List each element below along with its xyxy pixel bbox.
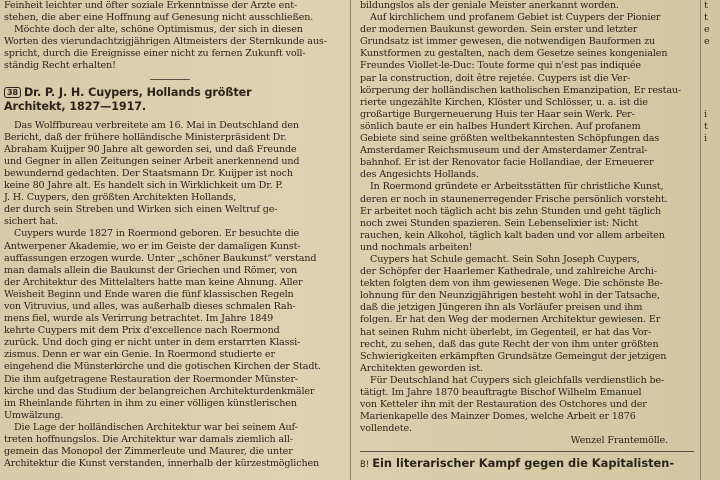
- text-line: Cuypers hat Schule gemacht. Sein Sohn Joseph Cuypers,: [370, 253, 640, 265]
- text-line: Auf kirchlichem und profanem Gebiet ist Cuypers der Pionier: [370, 12, 661, 24]
- text-line: sichert hat.: [4, 216, 58, 228]
- article-headline: [0, 86, 346, 100]
- author-signature: Wenzel Frantemölle.: [570, 435, 668, 447]
- text-line: daß die jetzigen Jüngeren ihn als Vorläufer preisen und ihm: [360, 302, 643, 314]
- headline-line-1: Dr. P. J. H. Cuypers, Hollands größter: [23, 85, 252, 99]
- text-line: Antwerpener Akademie, wo er im Geiste der damaligen Kunst-: [4, 240, 301, 252]
- text-fragment: t: [704, 0, 708, 11]
- text-line: Für Deutschland hat Cuypers sich gleichfalls verdienstlich be-: [370, 374, 665, 386]
- middle-paragraph-4: [356, 375, 698, 435]
- middle-column: [356, 0, 698, 480]
- text-fragment: [704, 85, 720, 97]
- text-line: Bericht, daß der frühere holländische Ministerpräsident Dr.: [4, 131, 287, 143]
- text-line: bewundernd gedachten. Der Staatsmann Dr. Kuijper ist noch: [4, 167, 293, 179]
- text-fragment: [704, 48, 720, 60]
- text-line: Kunstformen zu gestalten, nach dem Gesetze seines kongenialen: [360, 48, 668, 60]
- text-line: treten hoffnungslos. Die Architektur war damals ziemlich all-: [4, 434, 293, 445]
- text-line: kirche und das Studium der belangreichen Architekturdenkmäler: [4, 385, 315, 397]
- text-line: Umwälzung.: [4, 409, 64, 421]
- text-line: der Architektur des Mittelalters hatte man keine Ahnung. Aller: [4, 276, 303, 288]
- text-line: auffassungen erzogen wurde. Unter „schöner Baukunst“ verstand: [4, 252, 317, 264]
- right-column-edge: [704, 0, 720, 480]
- text-line: Gebiete sind seine größten weltbekanntesten Schöpfungen das: [360, 133, 660, 145]
- article-paragraph-3: [0, 422, 346, 470]
- text-line: rierte ungezählte Kirchen, Klöster und Schlösser, u. a. ist die: [360, 96, 648, 108]
- text-fragment: i: [704, 108, 708, 120]
- text-line: rauchen, kein Alkohol, täglich kalt baden und vor allem arbeiten: [360, 229, 665, 241]
- text-line: bildungslos als der geniale Meister anerkannt worden.: [360, 0, 619, 11]
- text-line: par la construction, doit être rejetée. Cuypers ist die Ver-: [360, 72, 631, 84]
- text-line: tekten folgten dem von ihm gewiesenen Wege. Die schönste Be-: [360, 278, 663, 290]
- text-line: von Vitruvius, und alles, was außerhalb dieses schmalen Rah-: [4, 300, 296, 312]
- text-line: recht, zu sehen, daß das gute Recht der von ihm unter größten: [360, 338, 659, 350]
- text-line: von Ketteler ihn mit der Restauration des Ostchores und der: [360, 399, 647, 411]
- text-line: der modernen Baukunst geworden. Sein erster und letzter: [360, 24, 638, 36]
- text-line: Grundsatz ist immer gewesen, die notwendigen Bauformen zu: [360, 36, 656, 48]
- left-column: [0, 0, 346, 480]
- text-line: noch zwei Stunden spazieren. Sein Lebenselixier ist: Nicht: [360, 217, 638, 229]
- article-paragraph-1: [0, 120, 346, 229]
- text-fragment: [704, 60, 720, 72]
- text-line: Worten des vierundachtzigjährigen Altmeisters der Sternkunde aus-: [4, 36, 327, 48]
- text-fragment: [704, 73, 720, 85]
- text-line: Amsterdamer Reichsmuseum und der Amsterdamer Zentral-: [360, 145, 648, 157]
- text-line: Möchte doch der alte, schöne Optimismus, der sich in diesen: [14, 24, 303, 36]
- text-line: Marienkapelle des Mainzer Domes, welche Arbeit er 1876: [360, 411, 636, 423]
- text-line: J. H. Cuypers, den größten Architekten Hollands,: [4, 192, 237, 204]
- text-line: hat seinen Ruhm nicht überlebt, im Gegenteil, er hat das Vor-: [360, 326, 652, 338]
- middle-paragraph-2: [356, 181, 698, 254]
- text-line: folgen. Er hat den Weg der modernen Architektur gewiesen. Er: [360, 314, 661, 326]
- text-line: keine 80 Jahre alt. Es handelt sich in Wirklichkeit um Dr. P.: [4, 180, 283, 192]
- text-line: Architektur die Kunst verstanden, innerhalb der kürzestmöglichen: [4, 458, 320, 470]
- text-line: sönlich baute er ein halbes Hundert Kirchen. Auf profanem: [360, 120, 641, 132]
- next-article-prefix: B!: [360, 460, 370, 471]
- text-line: Schwierigkeiten erkämpften Grundsätze Gemeingut der jetzigen: [360, 350, 667, 362]
- text-fragment: e: [704, 24, 710, 36]
- text-fragment: e: [704, 36, 710, 48]
- text-line: ständig Recht erhalten!: [4, 60, 116, 72]
- text-line: der Schöpfer der Haarlemer Kathedrale, und zahlreiche Archi-: [360, 266, 657, 278]
- text-line: zismus. Denn er war ein Genie. In Roermond studierte er: [4, 349, 275, 361]
- text-line: und nochmals arbeiten!: [360, 241, 473, 253]
- middle-paragraph-1: [356, 0, 698, 181]
- text-fragment: t: [704, 12, 708, 24]
- text-line: kehrte Cuypers mit dem Prix d'excellence nach Roermond: [4, 325, 280, 337]
- cuypers-article: [0, 86, 346, 471]
- text-line: lohnung für den Neunzigjährigen besteht wohl in der Tatsache,: [360, 290, 660, 302]
- text-line: des Angesichts Hollands.: [360, 169, 479, 181]
- text-line: Weisheit Beginn und Ende waren die fünf klassischen Regeln: [4, 288, 294, 300]
- article-number-badge: 38: [4, 87, 21, 98]
- text-line: In Roermond gründete er Arbeitsstätten für christliche Kunst,: [370, 181, 664, 193]
- column-rule: [350, 0, 351, 480]
- next-headline-text: Ein literarischer Kampf gegen die Kapitalisten-: [372, 456, 675, 471]
- text-line: Feinheit leichter und öfter soziale Erkenntnisse der Arzte ent-: [4, 0, 298, 11]
- section-divider: [150, 79, 190, 80]
- text-line: Er arbeitet noch täglich acht bis zehn Stunden und geht täglich: [360, 205, 662, 217]
- text-line: Freundes Viollet-le-Duc: Toute forme qui n'est pas indiquée: [360, 60, 641, 72]
- text-line: mens fiel, wurde als Verirrung betrachtet. Im Jahre 1849: [4, 313, 274, 325]
- text-line: spricht, durch die Ereignisse einer nicht zu fernen Zukunft voll-: [4, 48, 306, 60]
- text-line: deren er noch in staunenerregender Frische persönlich vorsteht.: [360, 193, 668, 205]
- text-line: großartige Burgerneuerung Huis ter Haar sein Werk. Per-: [360, 108, 635, 120]
- text-line: vollendete.: [360, 423, 412, 435]
- text-line: im Rheinlande führten in ihm zu einer völligen künstlerischen: [4, 397, 297, 409]
- article-paragraph-2: [0, 228, 346, 422]
- text-line: bahnhof. Er ist der Renovator facie Hollandiae, der Erneuerer: [360, 157, 654, 169]
- text-line: stehen, die aber eine Hoffnung auf Genesung nicht ausschließen.: [4, 12, 314, 24]
- text-fragment: [704, 97, 720, 109]
- column-rule: [700, 0, 701, 480]
- text-line: Abraham Kuijper 90 Jahre alt geworden sei, und daß Freunde: [4, 143, 297, 155]
- text-line: gemein das Monopol der Zimmerleute und Maurer, die unter: [4, 446, 293, 458]
- text-line: man damals allein die Baukunst der Griechen und Römer, von: [4, 264, 298, 276]
- text-line: Die Lage der holländischen Architektur war bei seinem Auf-: [14, 421, 298, 433]
- text-fragment: i: [704, 133, 708, 145]
- text-line: körperung der holländischen katholischen Emanzipation, Er restau-: [360, 84, 682, 96]
- next-article-headline: [356, 456, 698, 472]
- text-line: und Gegner in allen Zeitungen seiner Arbeit anerkennend und: [4, 155, 300, 167]
- headline-line-2: Architekt, 1827—1917.: [4, 99, 147, 113]
- text-line: Cuypers wurde 1827 in Roermond geboren. Er besuchte die: [14, 228, 300, 240]
- previous-article-ending: [0, 0, 346, 73]
- text-line: eingehend die Münsterkirche und die gotischen Kirchen der Stadt.: [4, 361, 321, 373]
- text-line: der durch sein Streben und Wirken sich einen Weltruf ge-: [4, 204, 278, 216]
- section-divider: [360, 451, 694, 452]
- middle-paragraph-3: [356, 254, 698, 375]
- text-line: zurück. Und doch ging er nicht unter in dem erstarrten Klassi-: [4, 337, 301, 349]
- text-fragment: t: [704, 120, 708, 132]
- text-line: tätigt. Im Jahre 1870 beauftragte Bischof Wilhelm Emanuel: [360, 387, 642, 398]
- text-line: Architekten geworden ist.: [360, 362, 483, 374]
- text-line: Das Wolffbureau verbreitete am 16. Mai in Deutschland den: [14, 119, 299, 131]
- text-line: Die ihm aufgetragene Restauration der Roermonder Münster-: [4, 373, 298, 385]
